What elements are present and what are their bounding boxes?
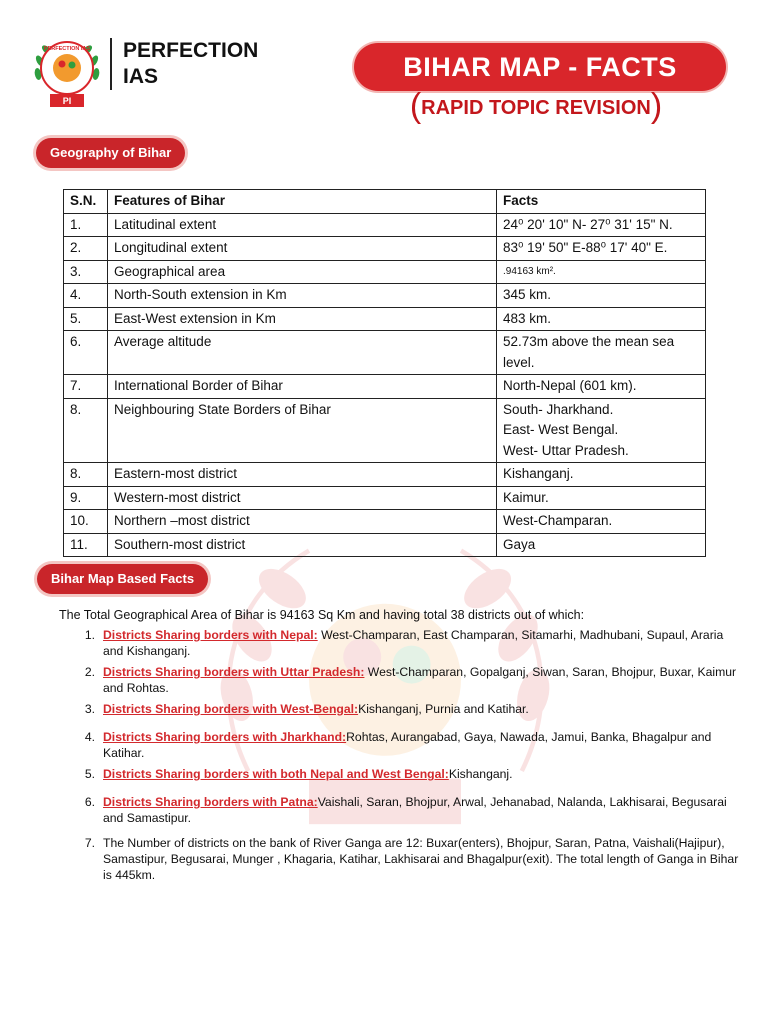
- table-row: [64, 375, 706, 399]
- table-row: [64, 260, 706, 284]
- cell-fact: Kishanganj.: [497, 463, 706, 487]
- table-row: [64, 533, 706, 557]
- table-row: [64, 398, 706, 463]
- section-label-geography: Geography of Bihar: [36, 138, 185, 168]
- cell-fact: 83⁰ 19' 50" E-88⁰ 17' 40" E.: [497, 237, 706, 261]
- cell-fact: North-Nepal (601 km).: [497, 375, 706, 399]
- table-row: [64, 237, 706, 261]
- list-text: West-Champaran, East Champaran, Sitamarhi, Madhubani, Supaul, Araria and Kishanganj.: [103, 628, 724, 658]
- brand-line-2: IAS: [123, 65, 159, 88]
- list-number: 2.: [84, 665, 95, 679]
- list-number: 1.: [84, 628, 95, 642]
- svg-text:PERFECTION IAS: PERFECTION IAS: [43, 46, 91, 52]
- list-number: 3.: [84, 702, 95, 716]
- page-subtitle: [376, 87, 696, 126]
- cell-feature: International Border of Bihar: [108, 375, 497, 399]
- subtitle-text: RAPID TOPIC REVISION: [421, 97, 651, 119]
- svg-text:PI: PI: [62, 96, 72, 106]
- list-number: 5.: [84, 767, 95, 781]
- cell-fact: 24⁰ 20' 10" N- 27⁰ 31' 15" N.: [497, 213, 706, 237]
- bihar-facts-table: [63, 189, 706, 557]
- page-title: BIHAR MAP - FACTS: [354, 43, 726, 91]
- table-row: [64, 284, 706, 308]
- cell-sn: 6.: [64, 331, 108, 375]
- cell-sn: 7.: [64, 375, 108, 399]
- cell-fact: Gaya: [497, 533, 706, 557]
- list-number: 4.: [84, 730, 95, 744]
- cell-fact: Kaimur.: [497, 486, 706, 510]
- highlight-heading: Districts Sharing borders with Nepal:: [103, 628, 318, 642]
- cell-feature: East-West extension in Km: [108, 307, 497, 331]
- cell-fact: .94163 km².: [497, 260, 706, 284]
- cell-sn: 2.: [64, 237, 108, 261]
- cell-sn: 9.: [64, 486, 108, 510]
- cell-feature: Western-most district: [108, 486, 497, 510]
- cell-fact: West-Champaran.: [497, 510, 706, 534]
- cell-feature: Southern-most district: [108, 533, 497, 557]
- brand-line-1: PERFECTION: [123, 39, 259, 62]
- cell-feature: Longitudinal extent: [108, 237, 497, 261]
- table-row: [64, 213, 706, 237]
- column-header-feature: Features of Bihar: [108, 190, 497, 214]
- table-row: [64, 331, 706, 375]
- table-row: [64, 486, 706, 510]
- table-row: [64, 307, 706, 331]
- brand-name: [110, 38, 258, 90]
- list-item: [79, 664, 739, 696]
- list-item: [79, 729, 739, 761]
- cell-sn: 4.: [64, 284, 108, 308]
- table-row: [64, 463, 706, 487]
- cell-sn: 3.: [64, 260, 108, 284]
- highlight-heading: Districts Sharing borders with West-Bengal:: [103, 702, 359, 716]
- perfection-ias-logo: [30, 30, 104, 112]
- cell-feature: North-South extension in Km: [108, 284, 497, 308]
- cell-sn: 1.: [64, 213, 108, 237]
- list-text: Kishanganj.: [448, 767, 513, 781]
- cell-feature: Average altitude: [108, 331, 497, 375]
- highlight-heading: Districts Sharing borders with both Nepal and West Bengal:: [103, 767, 449, 781]
- list-item: [79, 701, 739, 717]
- table-row: [64, 510, 706, 534]
- list-item: [79, 766, 739, 782]
- fact-line: East- West Bengal.: [503, 422, 619, 437]
- list-number: 6.: [84, 795, 95, 809]
- column-header-sn: S.N.: [64, 190, 108, 214]
- cell-sn: 8.: [64, 398, 108, 463]
- cell-feature: Northern –most district: [108, 510, 497, 534]
- cell-fact: 483 km.: [497, 307, 706, 331]
- highlight-heading: Districts Sharing borders with Patna:: [103, 795, 318, 809]
- cell-sn: 10.: [64, 510, 108, 534]
- cell-feature: Neighbouring State Borders of Bihar: [108, 398, 497, 463]
- cell-sn: 8.: [64, 463, 108, 487]
- intro-paragraph: The Total Geographical Area of Bihar is 94163 Sq Km and having total 38 districts out of which:: [59, 608, 585, 622]
- cell-feature: Geographical area: [108, 260, 497, 284]
- right-paren-icon: ): [650, 87, 663, 125]
- highlight-heading: Districts Sharing borders with Uttar Pradesh:: [103, 665, 365, 679]
- left-paren-icon: (: [409, 87, 422, 125]
- section-label-map-facts: Bihar Map Based Facts: [37, 564, 208, 594]
- list-text: Rohtas, Aurangabad, Gaya, Nawada, Jamui, Banka, Bhagalpur and Katihar.: [103, 730, 712, 760]
- fact-line: West- Uttar Pradesh.: [503, 442, 629, 458]
- list-item: [79, 627, 739, 659]
- cell-sn: 5.: [64, 307, 108, 331]
- list-number: 7.: [84, 836, 95, 850]
- list-text: Vaishali, Saran, Bhojpur, Arwal, Jehanabad, Nalanda, Lakhisarai, Begusarai and Samastipur.: [103, 795, 727, 825]
- cell-fact: [497, 398, 706, 463]
- cell-feature: Latitudinal extent: [108, 213, 497, 237]
- list-item: [79, 794, 739, 826]
- list-text: The Number of districts on the bank of River Ganga are 12: Buxar(enters), Bhojpur, Saran, Patna, Vaishali(Hajipur), Samastipur, Begusarai, Munger , Khagaria, Katihar, Lakhisarai and Bhagalpur(exit). The total length of Ganga in Bihar is 445km.: [103, 836, 739, 882]
- column-header-facts: Facts: [497, 190, 706, 214]
- fact-line: South- Jharkhand.: [503, 401, 614, 417]
- highlight-heading: Districts Sharing borders with Jharkhand:: [103, 730, 347, 744]
- list-item: [79, 835, 739, 883]
- cell-fact: 52.73m above the mean sea level.: [497, 331, 706, 375]
- table-header-row: [64, 190, 706, 214]
- cell-sn: 11.: [64, 533, 108, 557]
- list-text: Kishanganj, Purnia and Katihar.: [358, 702, 529, 716]
- cell-feature: Eastern-most district: [108, 463, 497, 487]
- cell-fact: 345 km.: [497, 284, 706, 308]
- list-text: West-Champaran, Gopalganj, Siwan, Saran, Bhojpur, Buxar, Kaimur and Rohtas.: [103, 665, 737, 695]
